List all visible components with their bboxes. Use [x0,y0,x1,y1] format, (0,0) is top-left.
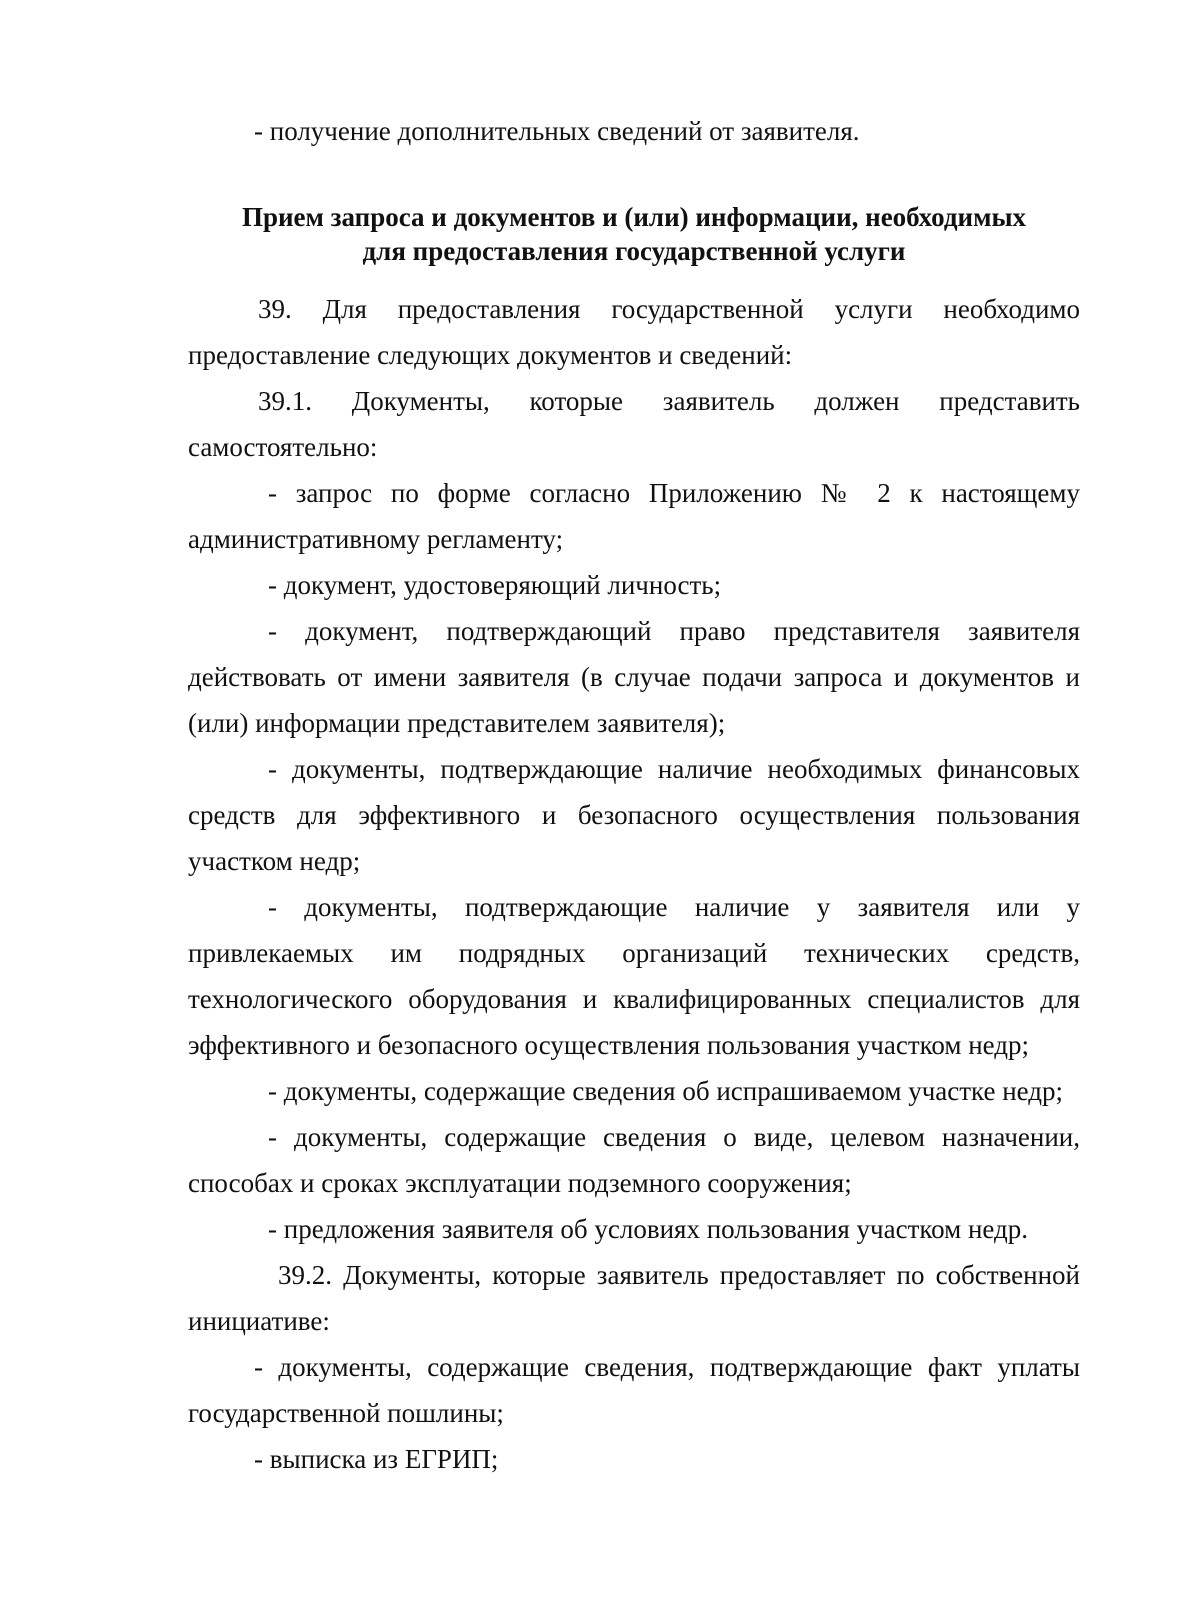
list-item-applicant-proposals: - предложения заявителя об условиях пользования участком недр. [268,1214,1029,1244]
list-item-financial-means: - документы, подтверждающие наличие необходимых финансовых средств для эффективного и безопасного осуществления пользования участком недр; [188,754,1080,876]
section-heading-line-2: для предоставления государственной услуги [362,236,906,266]
list-item-representative-authority: - документ, подтверждающий право представителя заявителя действовать от имени заявителя (в случае подачи запроса и документов и (или) информации представителем заявителя); [188,616,1080,738]
list-item-identity-document: - документ, удостоверяющий личность; [268,570,722,600]
list-item-subsoil-plot-info: - документы, содержащие сведения об испрашиваемом участке недр; [268,1076,1064,1106]
list-item-state-fee-payment: - документы, содержащие сведения, подтверждающие факт уплаты государственной пошлины; [188,1352,1080,1428]
paragraph-39-2: 39.2. Документы, которые заявитель предоставляет по собственной инициативе: [188,1260,1080,1336]
list-item-technical-means: - документы, подтверждающие наличие у заявителя или у привлекаемых им подрядных организаций технических средств, технологического оборудования и квалифицированных специалистов для эффективного и безопасного осуществления пользования участком недр; [188,892,1080,1060]
section-heading [188,200,1080,268]
paragraph-39-1: 39.1. Документы, которые заявитель должен представить самостоятельно: [188,386,1080,462]
list-item-request-form: - запрос по форме согласно Приложению № 2 к настоящему административному регламенту; [188,478,1080,554]
list-item-egrip-extract: - выписка из ЕГРИП; [254,1444,499,1474]
list-item-underground-structure-info: - документы, содержащие сведения о виде, целевом назначении, способах и сроках эксплуатации подземного сооружения; [188,1122,1080,1198]
intro-line: - получение дополнительных сведений от заявителя. [254,116,860,146]
paragraph-39: 39. Для предоставления государственной услуги необходимо предоставление следующих документов и сведений: [188,294,1080,370]
section-heading-line-1: Прием запроса и документов и (или) информации, необходимых [241,202,1027,232]
